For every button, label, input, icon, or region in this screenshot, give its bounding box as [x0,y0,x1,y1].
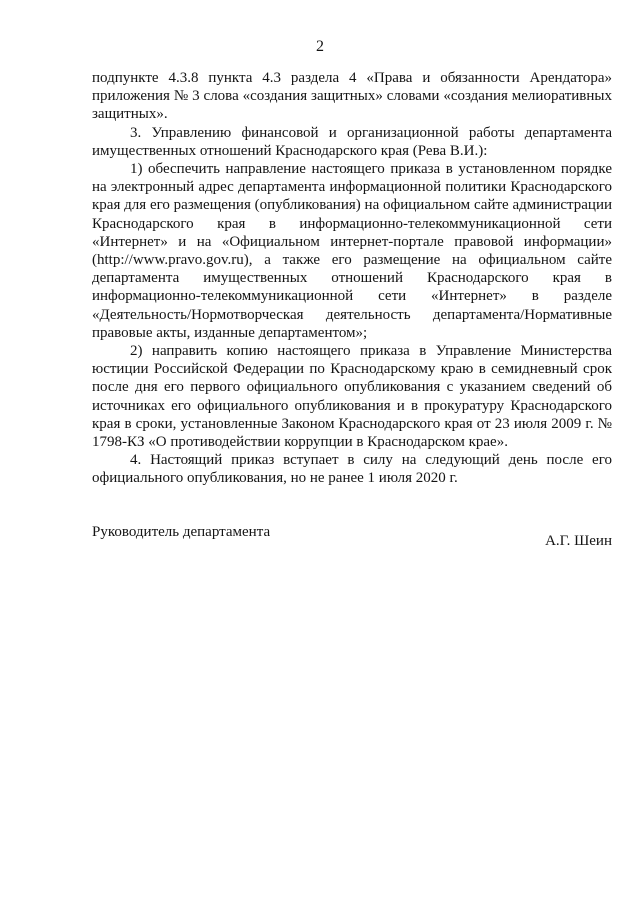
paragraph-continuation: подпункте 4.3.8 пункта 4.3 раздела 4 «Права и обязанности Арендатора» приложения № 3 слова «создания защитных» словами «создания мелиоративных защитных». [92,70,612,123]
signatory-name: А.Г. Шеин [545,533,612,549]
paragraph-subitem-1: 1) обеспечить направление настоящего приказа в установленном порядке на электронный адрес департамента информационной политики Краснодарского края для его размещения (опубликования) на официальном сайте администрации Краснодарского края в информационно-телекоммуникационной сети «Интернет» и на «Официальном интернет-портале правовой информации» (http://www.pravo.gov.ru), а также его размещение на официальном сайте департамента имущественных отношений Краснодарского края в информационно-телекоммуникационной сети «Интернет» в разделе «Деятельность/Нормотворческая деятельность департамента/Нормативные правовые акты, изданные департаментом»; [92,161,612,341]
document-body [92,69,612,488]
paragraph-subitem-2: 2) направить копию настоящего приказа в Управление Министерства юстиции Российской Федерации по Краснодарскому краю в семидневный срок после дня его первого официального опубликования с указанием сведений об источниках его официального опубликования и в прокуратуру Краснодарского края в сроки, установленные Законом Краснодарского края от 23 июля 2009 г. № 1798-КЗ «О противодействии коррупции в Краснодарском крае». [92,343,612,451]
signatory-title: Руководитель департамента [92,524,271,540]
page-number: 2 [316,38,324,55]
paragraph-item-3: 3. Управлению финансовой и организационной работы департамента имущественных отношений Краснодарского края (Рева В.И.): [92,124,612,159]
paragraph-item-4: 4. Настоящий приказ вступает в силу на следующий день после его официального опубликования, но не ранее 1 июля 2020 г. [92,452,612,487]
